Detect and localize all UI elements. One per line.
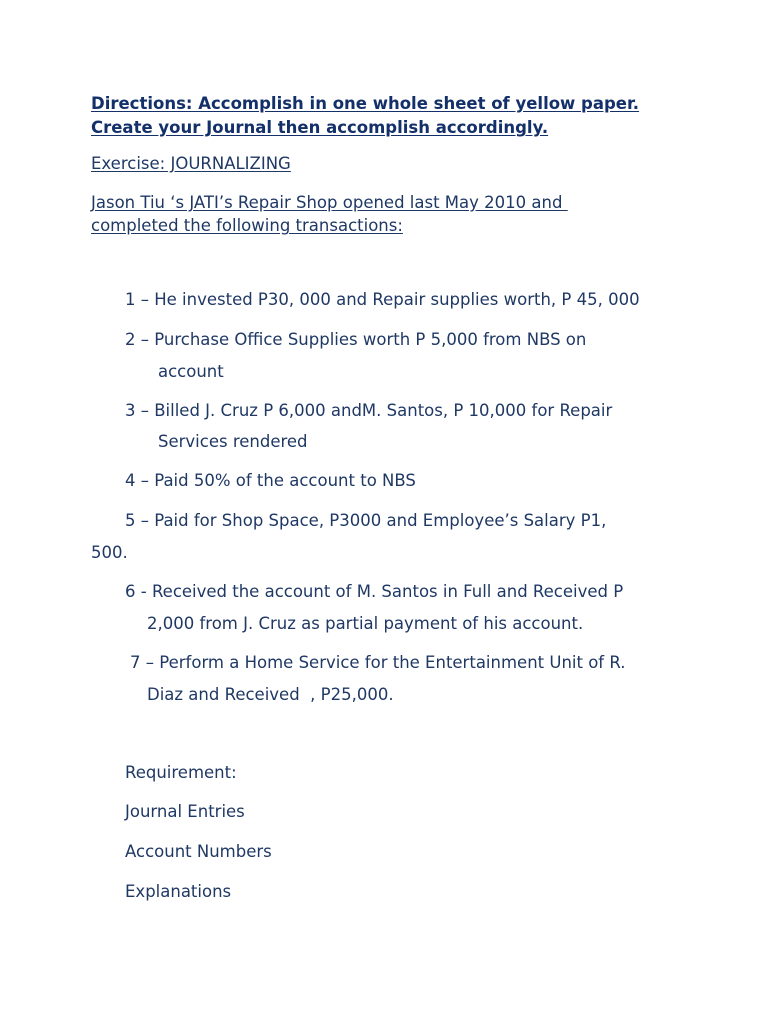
transaction-4-line-1: 4 – Paid 50% of the account to NBS: [125, 471, 416, 490]
intro-line-1: Jason Tiu ‘s JATI’s Repair Shop opened last May 2010 and: [91, 193, 568, 212]
directions-line-1: Directions: Accomplish in one whole sheet of yellow paper.: [91, 94, 640, 113]
requirement-item-journal-entries: Journal Entries: [125, 802, 245, 821]
transaction-1-line-1: 1 – He invested P30, 000 and Repair supplies worth, P 45, 000: [125, 290, 640, 309]
transaction-3-line-2: Services rendered: [158, 432, 308, 451]
exercise-title: Exercise: JOURNALIZING: [91, 154, 291, 173]
transaction-2-line-1: 2 – Purchase Office Supplies worth P 5,000 from NBS on: [125, 330, 587, 349]
directions-line-2: Create your Journal then accomplish accordingly.: [91, 118, 549, 137]
transaction-6-line-1: 6 - Received the account of M. Santos in Full and Received P: [125, 582, 624, 601]
requirement-item-account-numbers: Account Numbers: [125, 842, 272, 861]
requirement-heading: Requirement:: [125, 763, 237, 782]
transaction-5-line-2: 500.: [91, 543, 128, 562]
intro-line-2: completed the following transactions:: [91, 216, 403, 235]
transaction-3-line-1: 3 – Billed J. Cruz P 6,000 andM. Santos, P 10,000 for Repair: [125, 401, 613, 420]
transaction-7-line-1: 7 – Perform a Home Service for the Entertainment Unit of R.: [130, 653, 626, 672]
transaction-5-line-1: 5 – Paid for Shop Space, P3000 and Employee’s Salary P1,: [125, 511, 607, 530]
transaction-6-line-2: 2,000 from J. Cruz as partial payment of his account.: [147, 614, 584, 633]
requirement-item-explanations: Explanations: [125, 882, 232, 901]
transaction-2-line-2: account: [158, 362, 224, 381]
transaction-7-line-2: Diaz and Received , P25,000.: [147, 685, 394, 704]
